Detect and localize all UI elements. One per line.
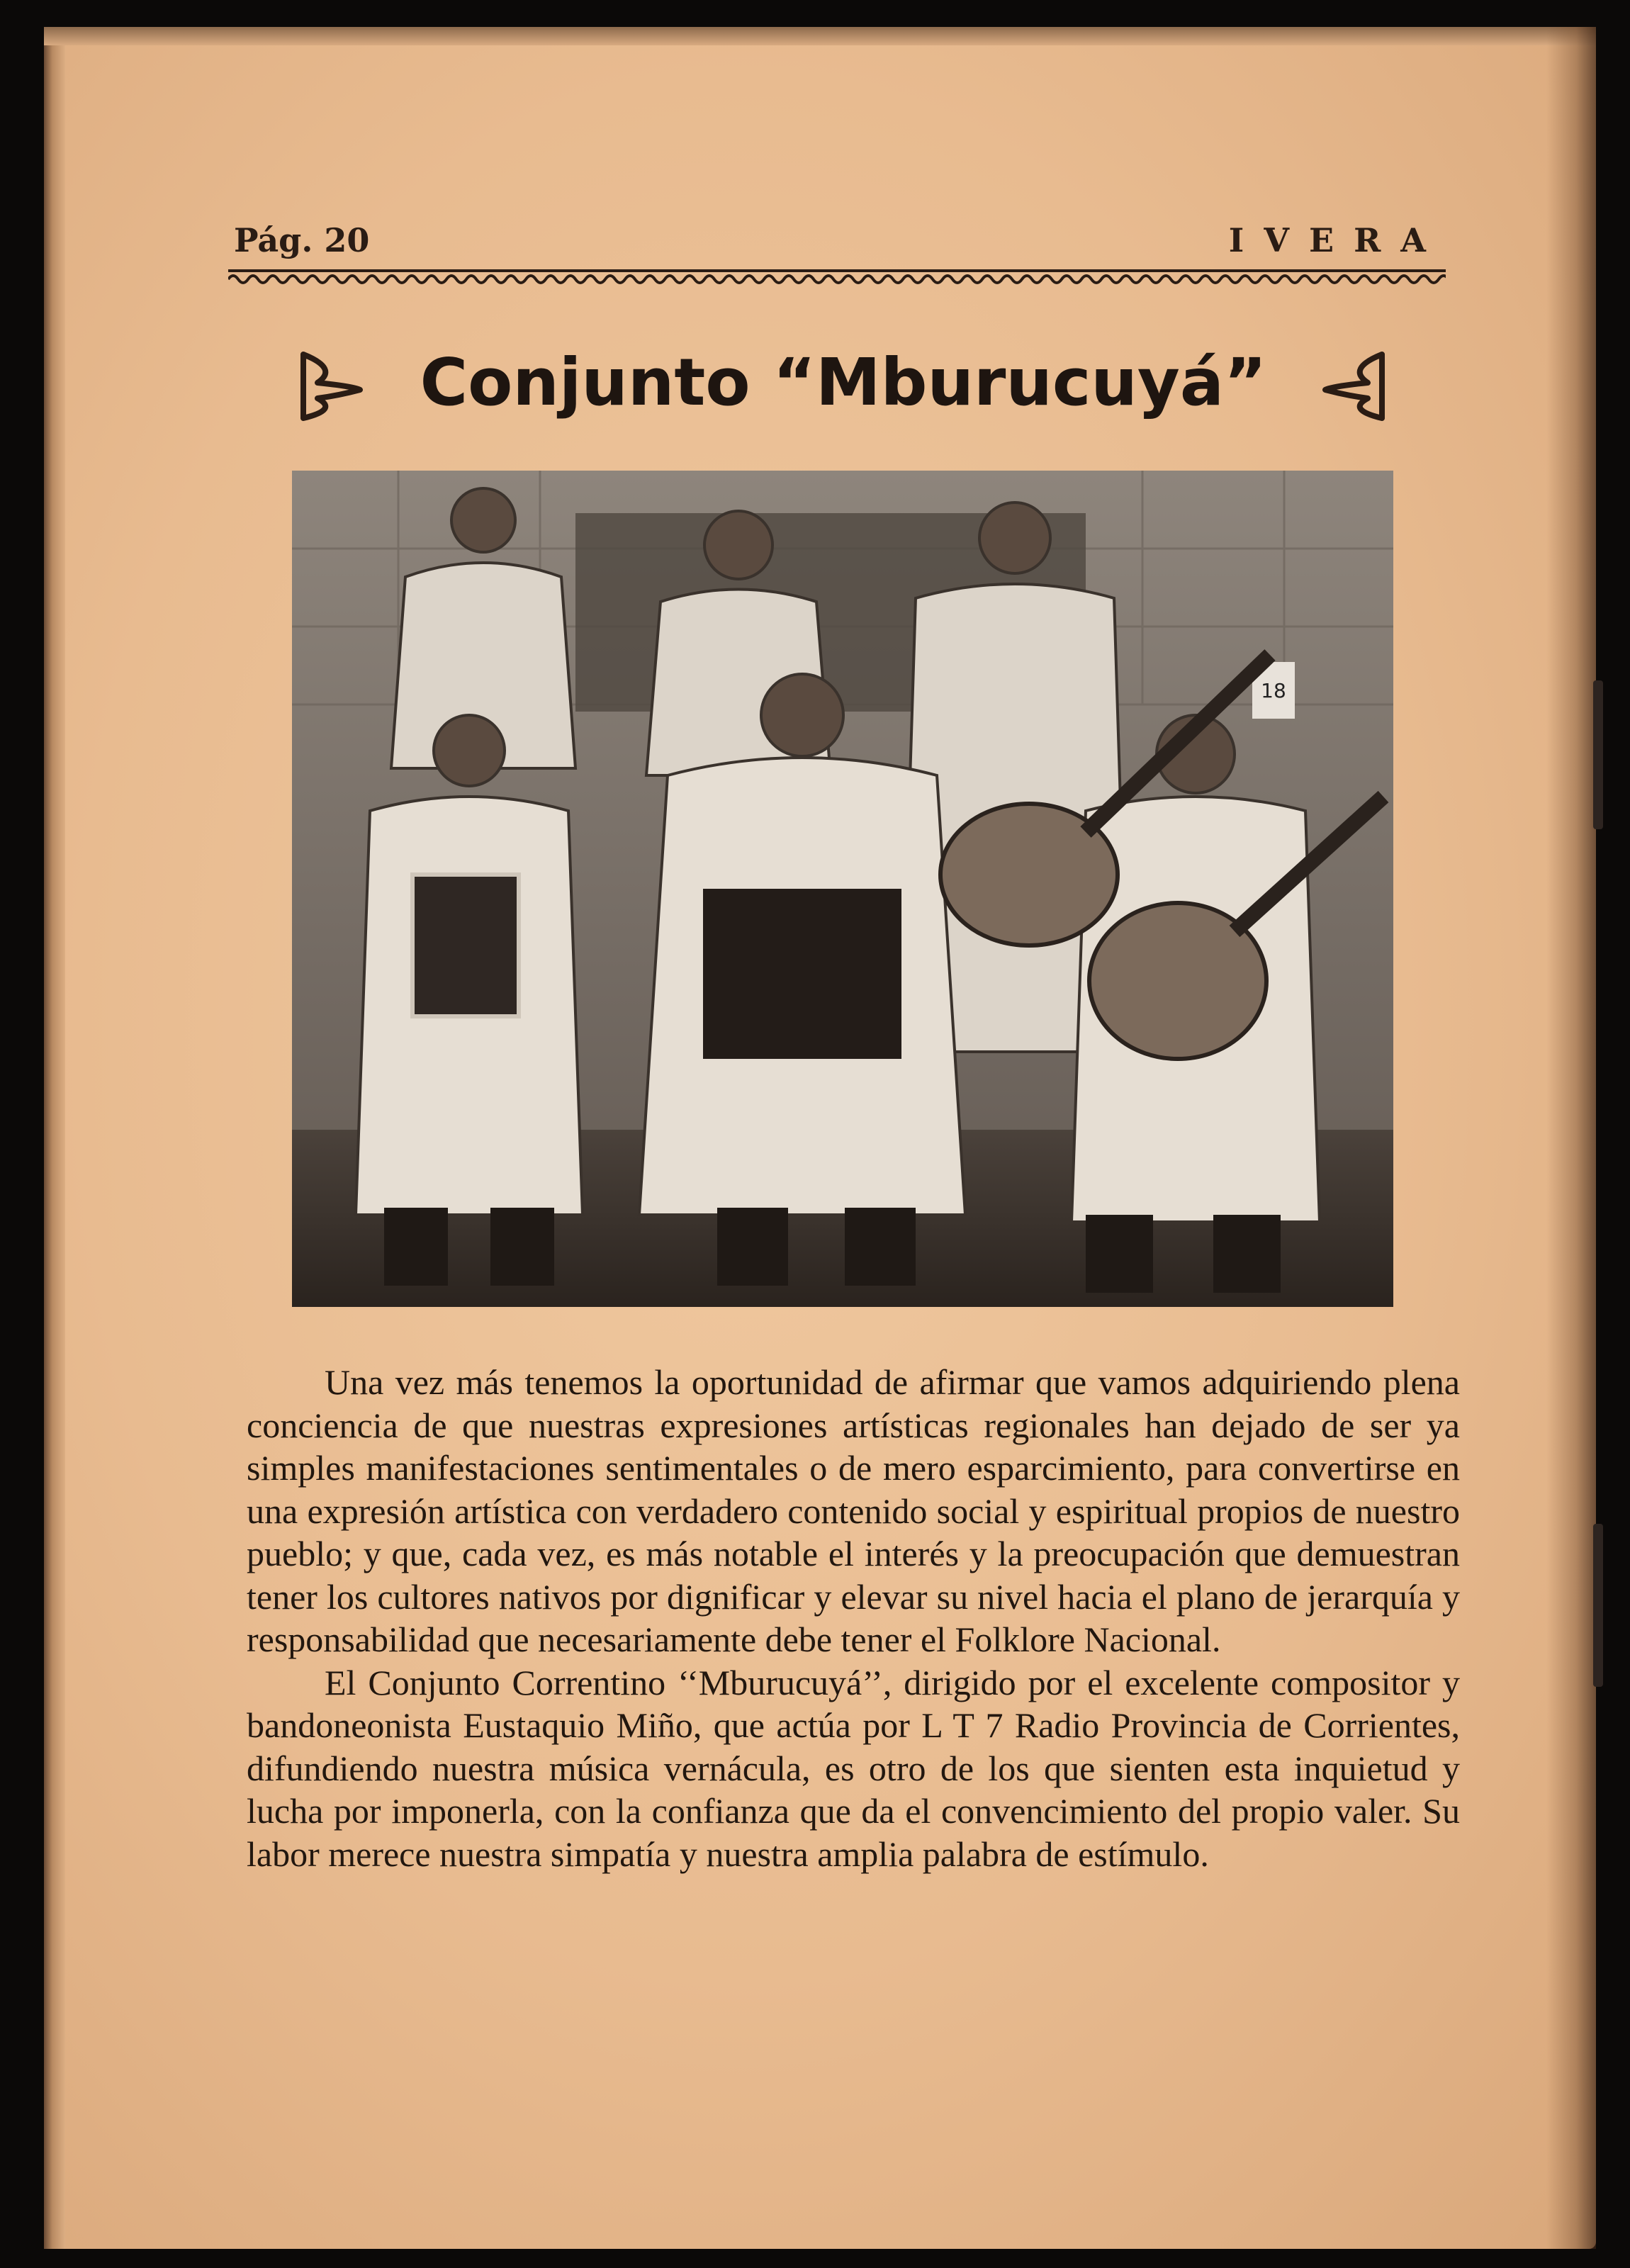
group-photo [292,471,1393,1307]
article-title: Conjunto “Mburucuyá” [420,344,1267,420]
magazine-title: IVERA [1228,221,1446,259]
binding-shadow [1546,27,1596,2249]
svg-text:18: 18 [1261,679,1286,702]
article-body [247,1361,1460,1875]
staple-icon [1593,680,1603,829]
article-paragraph: Una vez más tenemos la oportunidad de afirmar que vamos adquiriendo plena conciencia de que nuestras expresiones artísticas regionales han dejado de ser ya simples manifestaciones sentimentales o de mero esparcimiento, para convertirse en una expresión artística con verdadero contenido social y espiritual propios de nuestro pueblo; y que, cada vez, es más notable el interés y la preocupación que demuestran tener los cultores nativos por dignificar y elevar su nivel hacia el plano de jerarquía y responsabilidad que necesariamente debe tener el Folklore Nacional. [247,1362,1460,1659]
staple-icon [1593,1524,1603,1687]
wavy-rule [228,262,1446,286]
page-top-edge [44,27,1596,45]
page-stack-edge [44,27,65,2249]
page-number: Pág. 20 [234,221,370,259]
right-ornament-icon [1318,347,1389,425]
running-header [228,218,1446,261]
article-paragraph: El Conjunto Correntino ‘‘Mburucuyá’’, dirigido por el excelente compositor y bandoneonista Eustaquio Miño, que actúa por L T 7 Radio Provincia de Corrientes, difundiendo nuestra música vernácula, es otro de los que sienten esta inquietud y lucha por imponerla, con la confianza que da el convencimiento del propio valer. Su labor merece nuestra simpatía y nuestra amplia palabra de estímulo. [247,1662,1460,1874]
